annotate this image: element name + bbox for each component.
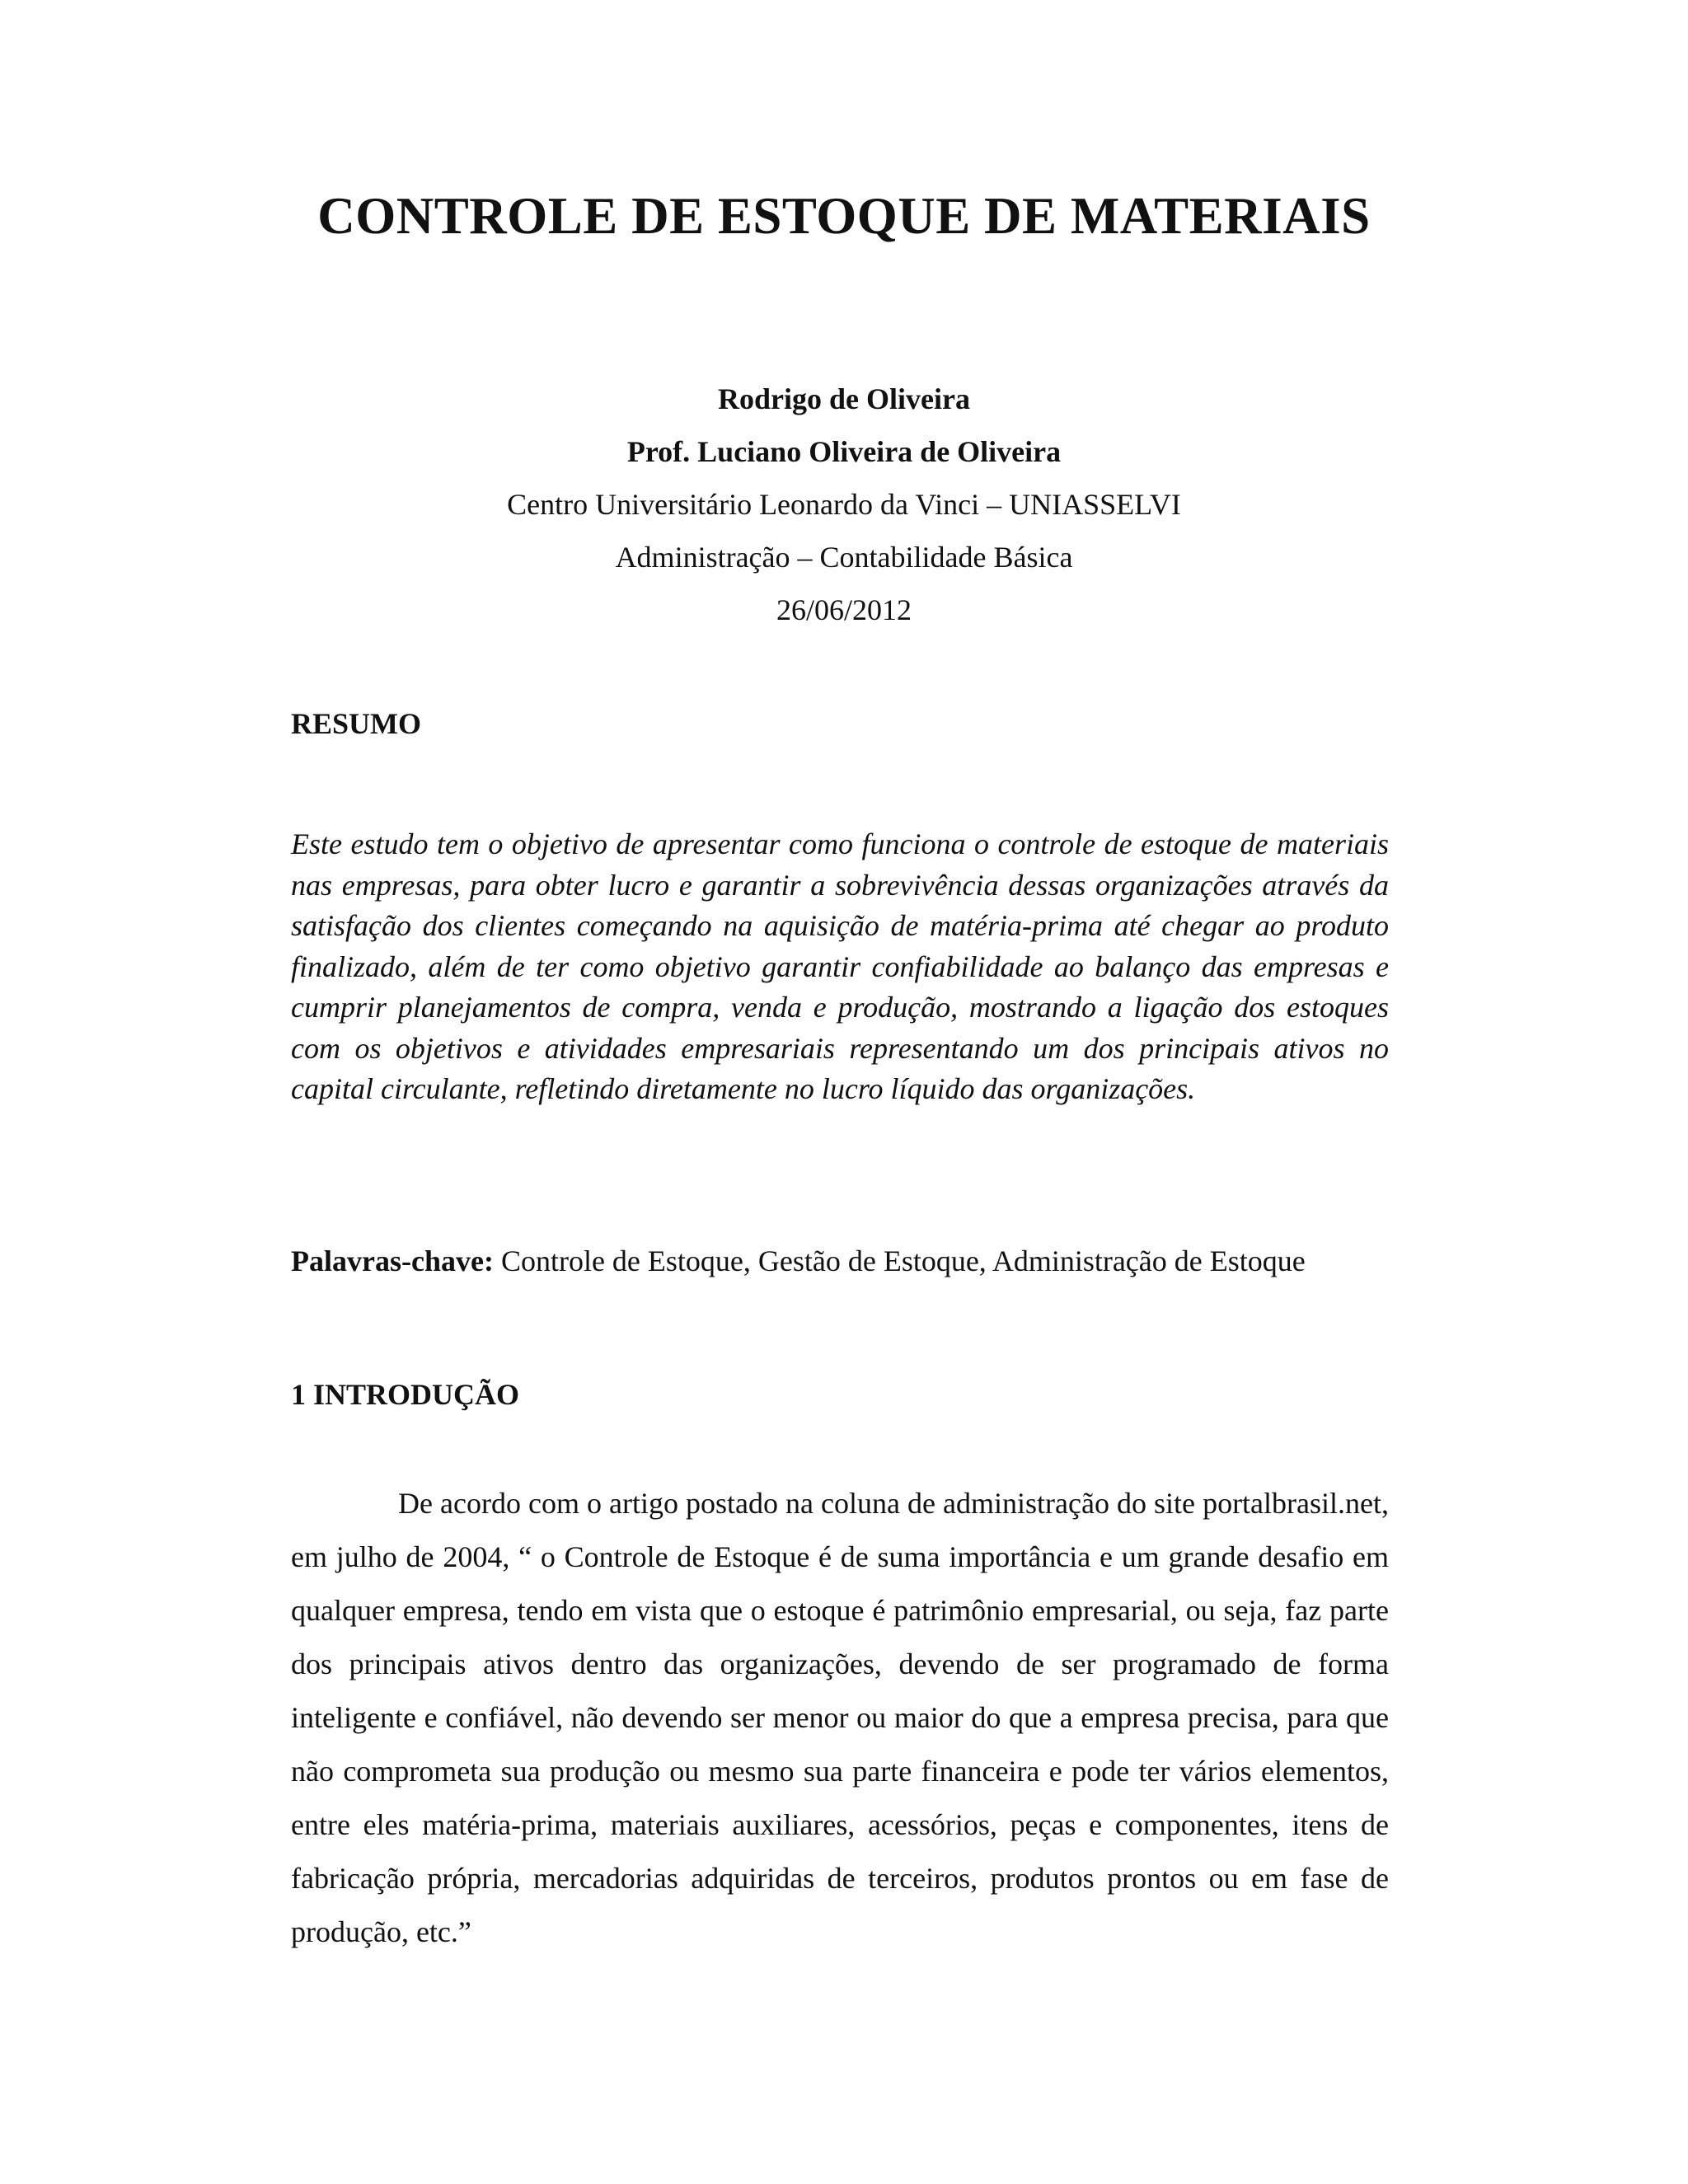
author-block xyxy=(0,373,1688,636)
paper-title: CONTROLE DE ESTOQUE DE MATERIAIS xyxy=(317,187,1371,245)
introduction-heading: 1 INTRODUÇÃO xyxy=(291,1378,520,1411)
abstract-heading: RESUMO xyxy=(291,707,422,740)
keywords-label: Palavras-chave: xyxy=(291,1244,494,1277)
paper-date: 26/06/2012 xyxy=(776,593,912,626)
advisor-name: Prof. Luciano Oliveira de Oliveira xyxy=(626,435,1062,468)
course-name: Administração – Contabilidade Básica xyxy=(615,541,1073,574)
abstract-text: Este estudo tem o objetivo de apresentar como funciona o controle de estoque de materiais nas empresas, para obter lucro e garantir a sobrevivência dessas organizações através da satisfação dos clientes começando na aquisição de matéria-prima até chegar ao produto finalizado, além de ter como objetivo garantir confiabilidade ao balanço das empresas e cumprir planejamentos de compra, venda e produção, mostrando a ligação dos estoques com os objetivos e atividades empresariais representando um dos principais ativos no capital circulante, refletindo diretamente no lucro líquido das organizações. xyxy=(291,827,1389,1105)
author-name: Rodrigo de Oliveira xyxy=(718,382,970,415)
keywords-text: Controle de Estoque, Gestão de Estoque, Administração de Estoque xyxy=(493,1244,1306,1277)
keywords-line xyxy=(291,1243,1445,1279)
introduction-paragraph: De acordo com o artigo postado na coluna de administração do site portalbrasil.net, em julho de 2004, “ o Controle de Estoque é de suma importância e um grande desafio em qualquer empresa, tendo em vista que o estoque é patrimônio empresarial, ou seja, faz parte dos principais ativos dentro das organizações, devendo de ser programado de forma inteligente e confiável, não devendo ser menor ou maior do que a empresa precisa, para que não comprometa sua produção ou mesmo sua parte financeira e pode ter vários elementos, entre eles matéria-prima, materiais auxiliares, acessórios, peças e componentes, itens de fabricação própria, mercadorias adquiridas de terceiros, produtos prontos ou em fase de produção, etc.” xyxy=(291,1487,1389,1948)
institution-name: Centro Universitário Leonardo da Vinci – UNIASSELVI xyxy=(507,488,1181,521)
